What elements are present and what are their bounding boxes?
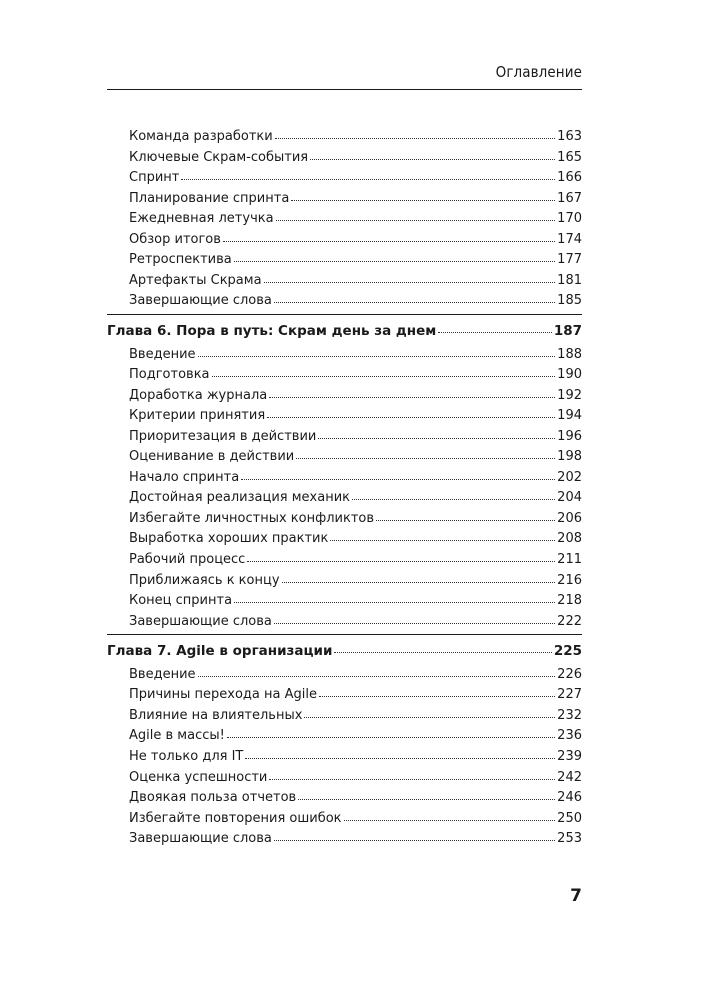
toc-entry[interactable]: [107, 663, 582, 683]
toc-entry-title: Начало спринта: [129, 469, 240, 485]
dot-leader: [241, 478, 555, 480]
toc-entry[interactable]: [107, 343, 582, 363]
toc-entry-title: Подготовка: [129, 367, 210, 383]
dot-leader: [234, 601, 555, 603]
toc-entry[interactable]: [107, 248, 582, 268]
toc-entry[interactable]: [107, 724, 582, 744]
toc-entry-page: 232: [557, 707, 582, 723]
toc-entry-page: 166: [557, 170, 582, 186]
toc-entry-page: 170: [557, 211, 582, 227]
toc-entry-page: 211: [557, 552, 582, 567]
toc-entry-title: Не только для IT: [129, 748, 244, 764]
toc-entry[interactable]: [107, 704, 582, 724]
dot-leader: [227, 736, 555, 738]
dot-leader: [245, 757, 555, 759]
toc-entry-page: 163: [557, 129, 582, 144]
chapter-separator: [107, 314, 582, 315]
dot-leader: [310, 158, 555, 160]
toc-entry-title: Планирование спринта: [129, 190, 290, 206]
toc-entry-page: 165: [557, 149, 582, 165]
dot-leader: [181, 178, 555, 180]
toc-entry-title: Завершающие слова: [129, 831, 272, 847]
toc-entry-title: Глава 7. Agile в организации: [107, 643, 333, 660]
toc-entry[interactable]: [107, 207, 582, 227]
toc-entry[interactable]: [107, 745, 582, 765]
toc-entry-title: Приоритезация в действии: [129, 428, 317, 444]
toc-entry-page: 190: [557, 367, 582, 383]
toc-entry-page: 225: [553, 643, 582, 660]
toc-entry-page: 187: [553, 322, 582, 339]
dot-leader: [282, 581, 556, 583]
toc-entry-title: Причины перехода на Agile: [129, 687, 317, 703]
toc-entry[interactable]: [107, 766, 582, 786]
toc-entry[interactable]: [107, 807, 582, 827]
toc-entry-title: Двоякая польза отчетов: [129, 790, 297, 806]
toc-entry-page: 242: [557, 769, 582, 785]
toc-entry-page: 185: [557, 293, 582, 309]
toc-entry-page: 236: [557, 728, 582, 744]
toc-entry[interactable]: [107, 786, 582, 806]
toc-entry-title: Приближаясь к концу: [129, 572, 280, 588]
dot-leader: [291, 199, 555, 201]
toc-entry-title: Введение: [129, 666, 196, 682]
toc-entry-page: 250: [557, 810, 582, 826]
dot-leader: [267, 416, 555, 418]
header-rule: [107, 89, 582, 90]
toc-entry[interactable]: [107, 527, 582, 547]
toc-entry[interactable]: [107, 589, 582, 609]
toc-entry-page: 246: [557, 790, 582, 806]
toc-entry[interactable]: [107, 166, 582, 186]
dot-leader: [334, 651, 551, 653]
toc-entry-page: 198: [557, 449, 582, 465]
toc-entry-page: 192: [557, 387, 582, 403]
toc-entry[interactable]: [107, 486, 582, 506]
toc-entry-page: 204: [557, 490, 582, 506]
toc-entry[interactable]: [107, 466, 582, 486]
toc-entry[interactable]: [107, 363, 582, 383]
toc-entry-title: Критерии принятия: [129, 408, 266, 424]
toc-entry-title: Оценивание в действии: [129, 449, 295, 465]
toc-chapter-entry[interactable]: [107, 319, 582, 339]
dot-leader: [319, 695, 555, 697]
dot-leader: [247, 560, 555, 562]
toc-entry[interactable]: [107, 425, 582, 445]
toc-entry-page: 239: [557, 748, 582, 764]
dot-leader: [212, 375, 556, 377]
dot-leader: [274, 622, 555, 624]
dot-leader: [304, 716, 555, 718]
toc-entry-page: 188: [557, 346, 582, 362]
toc-entry-page: 194: [557, 408, 582, 424]
dot-leader: [223, 240, 555, 242]
toc-entry-title: Ежедневная летучка: [129, 211, 274, 227]
toc-entry-title: Обзор итогов: [129, 231, 221, 247]
toc-entry[interactable]: [107, 228, 582, 248]
dot-leader: [269, 778, 555, 780]
toc-entry-title: Ретроспектива: [129, 252, 232, 268]
dot-leader: [438, 331, 551, 333]
toc-entry[interactable]: [107, 289, 582, 309]
toc-entry-title: Agile в массы!: [129, 728, 225, 744]
dot-leader: [198, 675, 556, 677]
dot-leader: [376, 519, 555, 521]
toc-entry[interactable]: [107, 445, 582, 465]
toc-entry[interactable]: [107, 683, 582, 703]
toc-entry[interactable]: [107, 569, 582, 589]
toc-entry[interactable]: [107, 125, 582, 145]
dot-leader: [318, 437, 555, 439]
toc-entry-title: Рабочий процесс: [129, 552, 246, 567]
toc-entry-title: Введение: [129, 346, 196, 362]
toc-entry[interactable]: [107, 384, 582, 404]
toc-entry-title: Избегайте личностных конфликтов: [129, 510, 375, 526]
toc-entry-title: Глава 6. Пора в путь: Скрам день за днем: [107, 322, 437, 339]
dot-leader: [274, 301, 555, 303]
running-header: Оглавление: [495, 63, 582, 81]
toc-entry-page: 226: [557, 666, 582, 682]
dot-leader: [269, 396, 555, 398]
toc-entry-page: 181: [557, 272, 582, 288]
toc-entry[interactable]: [107, 827, 582, 847]
toc-entry-page: 206: [557, 510, 582, 526]
toc-entry[interactable]: [107, 269, 582, 289]
dot-leader: [352, 498, 555, 500]
toc-entry-title: Достойная реализация механик: [129, 490, 351, 506]
toc-entry-title: Избегайте повторения ошибок: [129, 810, 342, 826]
toc-entry-page: 227: [557, 687, 582, 703]
toc-entry-page: 216: [557, 572, 582, 588]
toc-entry-title: Спринт: [129, 170, 180, 186]
dot-leader: [344, 819, 556, 821]
chapter-separator: [107, 634, 582, 635]
toc-entry[interactable]: [107, 404, 582, 424]
toc-entry[interactable]: [107, 507, 582, 527]
toc-entry-page: 222: [557, 613, 582, 629]
dot-leader: [296, 457, 555, 459]
toc-entry[interactable]: [107, 548, 582, 568]
page-number: 7: [570, 886, 582, 906]
toc-entry-title: Ключевые Скрам-события: [129, 149, 309, 165]
toc-entry-title: Конец спринта: [129, 593, 233, 609]
toc-chapter-entry[interactable]: [107, 639, 582, 659]
toc-entry-page: 208: [557, 531, 582, 547]
toc-entry[interactable]: [107, 187, 582, 207]
toc-entry-title: Артефакты Скрама: [129, 272, 262, 288]
dot-leader: [264, 281, 556, 283]
toc-entry-title: Оценка успешности: [129, 769, 268, 785]
toc-entry[interactable]: [107, 610, 582, 630]
toc-entry-page: 218: [557, 593, 582, 609]
toc-entry-title: Выработка хороших практик: [129, 531, 329, 547]
dot-leader: [234, 260, 555, 262]
toc-entry-page: 174: [557, 231, 582, 247]
toc-entry-title: Завершающие слова: [129, 613, 272, 629]
toc-entry-page: 196: [557, 428, 582, 444]
toc-entry-title: Доработка журнала: [129, 387, 268, 403]
toc-entry-page: 167: [557, 190, 582, 206]
dot-leader: [275, 137, 555, 139]
toc-entry-page: 253: [557, 831, 582, 847]
toc-entry-title: Влияние на влиятельных: [129, 707, 303, 723]
dot-leader: [274, 839, 555, 841]
dot-leader: [298, 798, 555, 800]
toc-entry[interactable]: [107, 146, 582, 166]
dot-leader: [330, 539, 555, 541]
dot-leader: [198, 355, 556, 357]
toc-entry-page: 202: [557, 469, 582, 485]
toc-entry-title: Команда разработки: [129, 129, 273, 144]
toc-entry-title: Завершающие слова: [129, 293, 272, 309]
dot-leader: [276, 219, 556, 221]
toc-entry-page: 177: [557, 252, 582, 268]
